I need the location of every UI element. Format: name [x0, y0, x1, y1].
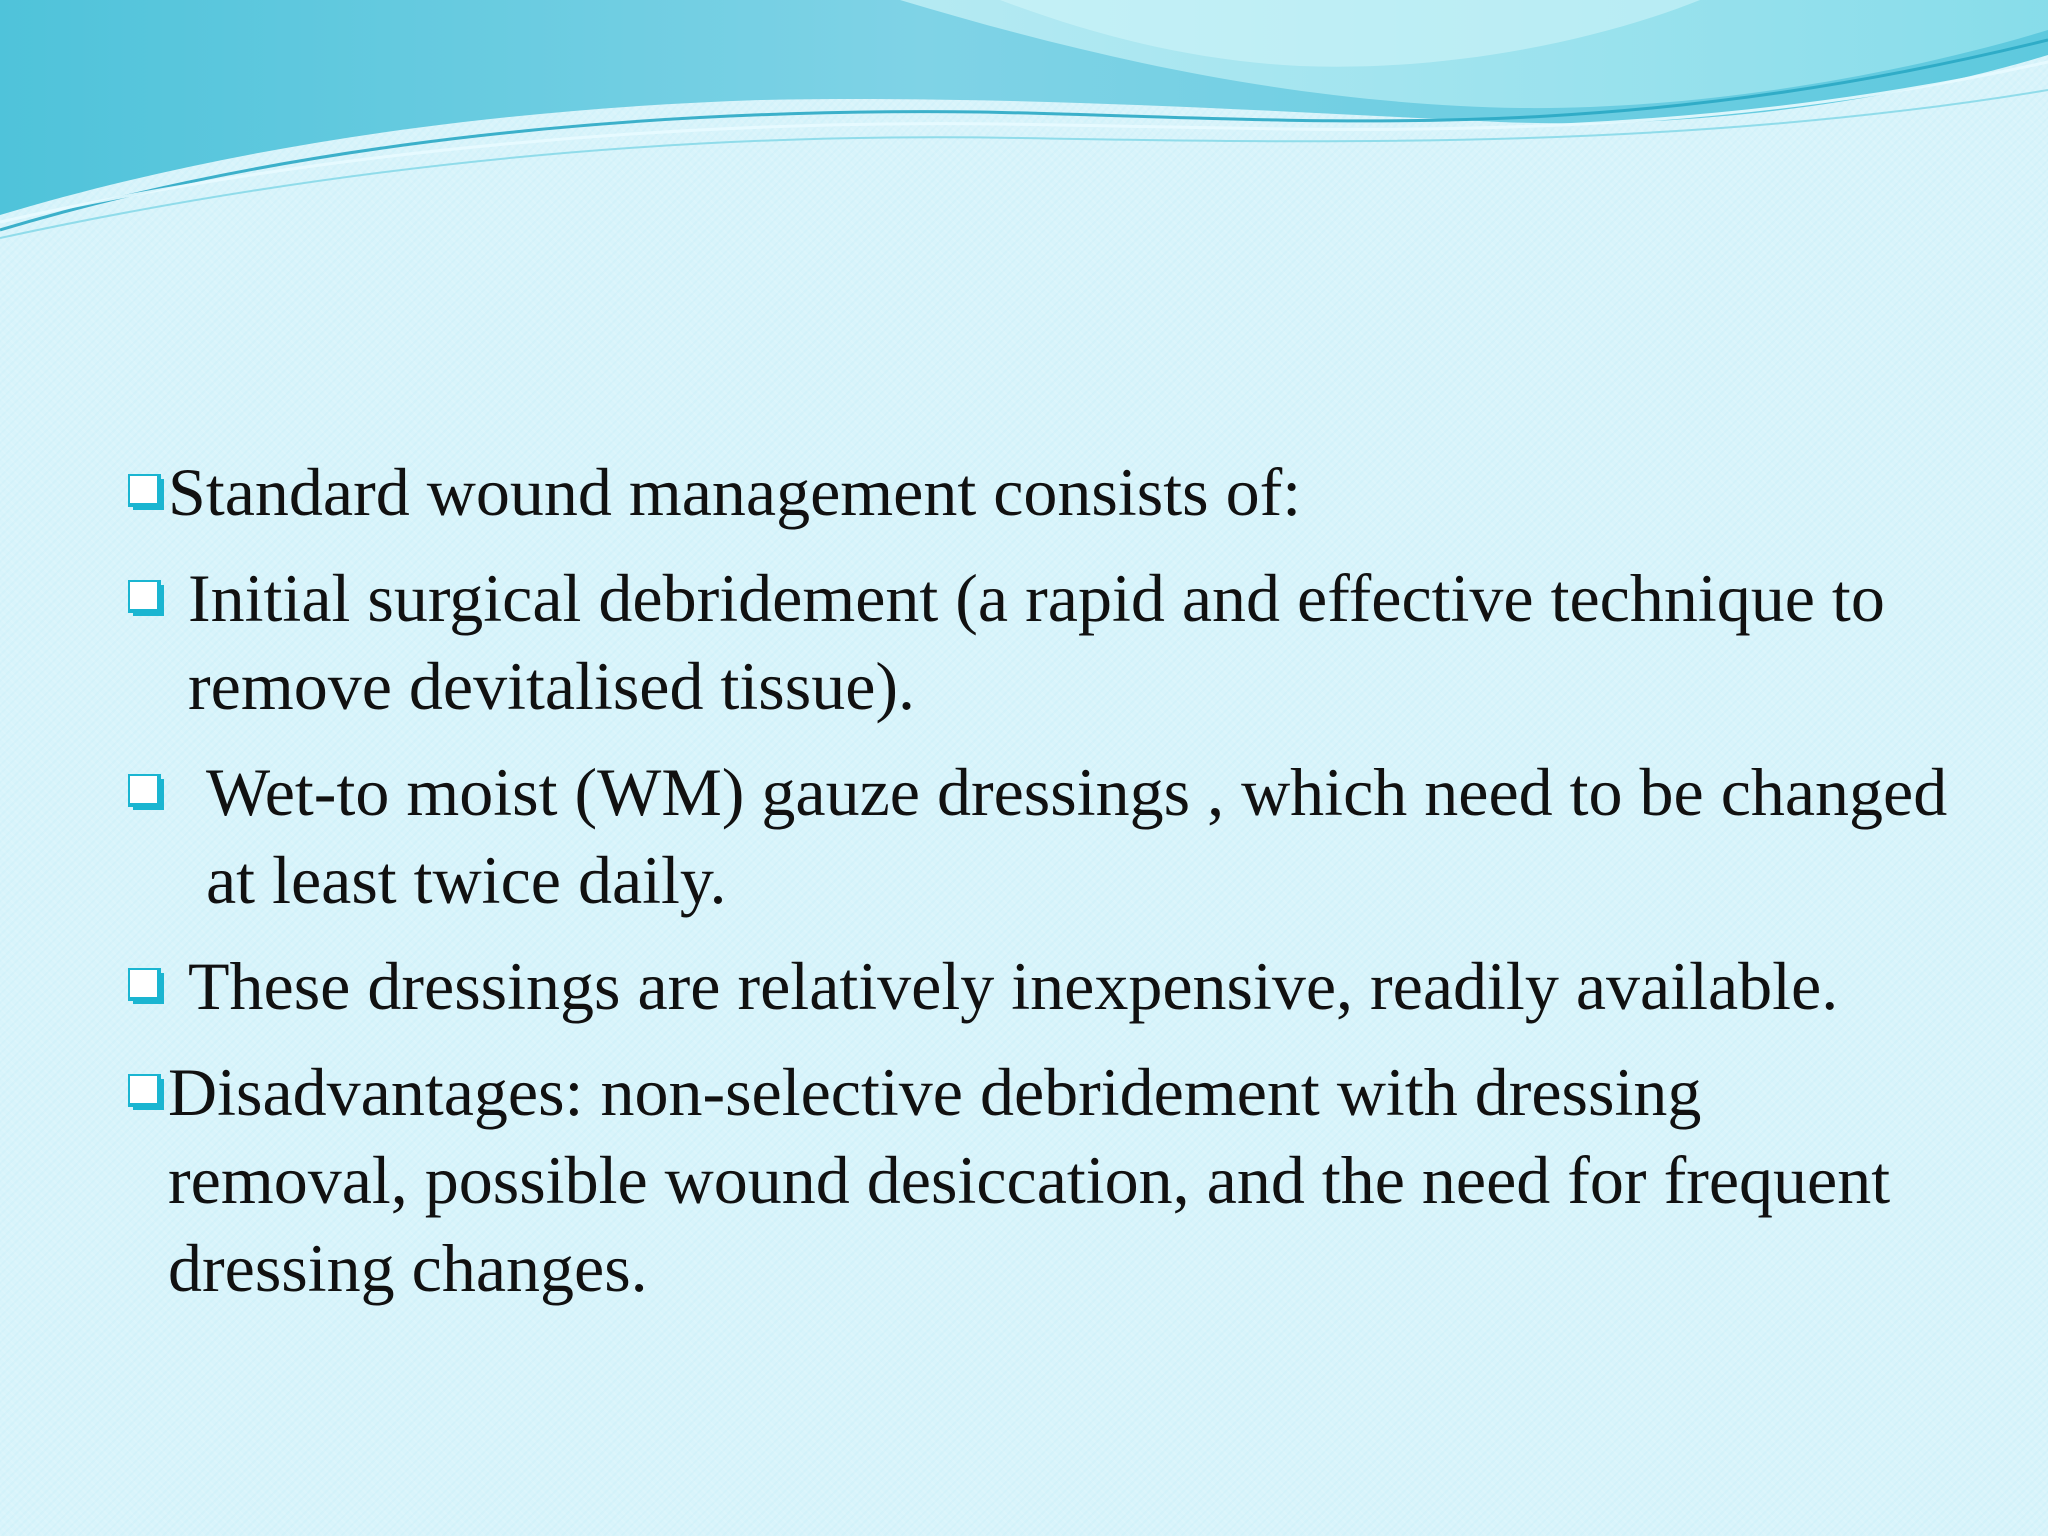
- bullet-item: [128, 942, 1958, 1030]
- bullet-text: These dressings are relatively inexpensive, readily available.: [188, 948, 1839, 1024]
- bullet-item: [128, 1048, 1958, 1312]
- bullet-text: Standard wound management consists of:: [168, 454, 1302, 530]
- hollow-square-bullet-icon: [128, 1074, 164, 1110]
- hollow-square-bullet-icon: [128, 580, 164, 616]
- bullet-list: [128, 448, 1958, 1330]
- hollow-square-bullet-icon: [128, 968, 164, 1004]
- bullet-item: [128, 448, 1958, 536]
- decorative-wave-header: [0, 0, 2048, 260]
- hollow-square-bullet-icon: [128, 774, 164, 810]
- hollow-square-bullet-icon: [128, 474, 164, 510]
- bullet-text: Disadvantages: non-selective debridement with dressing removal, possible wound desiccation, and the need for frequent dressing changes.: [168, 1054, 1891, 1306]
- bullet-item: [128, 554, 1958, 730]
- bullet-text: Wet-to moist (WM) gauze dressings , which need to be changed at least twice daily.: [206, 754, 1948, 918]
- bullet-item: [128, 748, 1958, 924]
- bullet-text: Initial surgical debridement (a rapid and effective technique to remove devitalised tissue).: [188, 560, 1885, 724]
